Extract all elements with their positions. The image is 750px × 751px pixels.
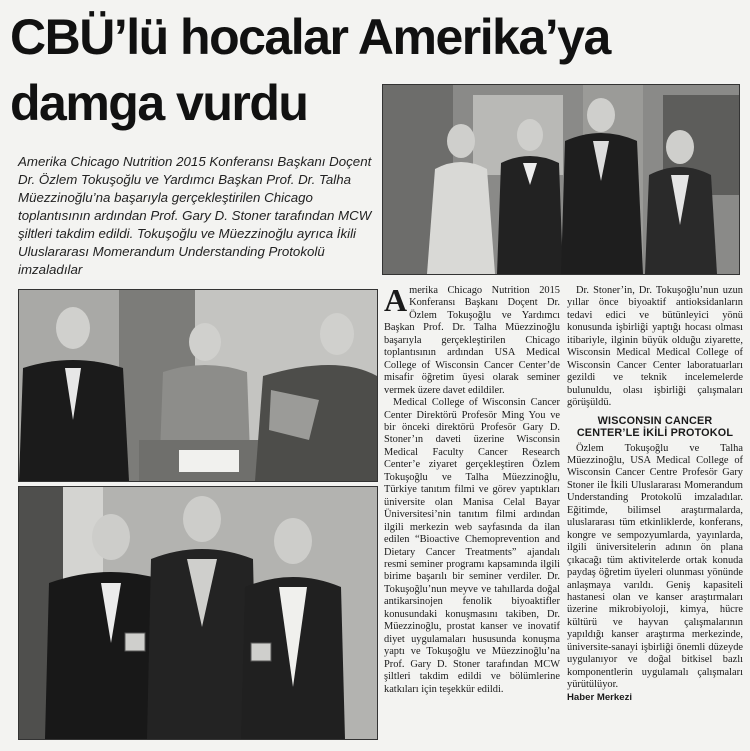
paragraph-intro-text: merika Chicago Nutrition 2015 Konferansı Başkanı Doçent Dr. Özlem Tokuşoğlu ve Yardımcı Başkan Prof. Dr. Talha Müezzinoğlu başarıyla gerçekleştirilen Chicago toplantısının ardından USA Medical College of Wisconsin Cancer Center’de misafir öğretim üyesi olarak seminer vermek üzere davet edildiler. <box>384 285 560 396</box>
section-subhead: WISCONSIN CANCER CENTER’LE İKİLİ PROTOKOL <box>576 414 734 440</box>
drop-cap: A <box>384 282 408 318</box>
paragraph-seminar: Medical College of Wisconsin Cancer Center Direktörü Profesör Ming You ve bir önceki direktörü Profesör Gary D. Stoner’ın daveti üzerine Wisconsin Medical Faculty Cancer Research Center’e ziyaret gerçekleştiren Özlem Tokuşoğlu ve Talha Müezzinoğlu, Türkiye tanıtım filmi ve görev yaptıkları üniversite olan Manisa Celal Bayar Üniversitesi’nin tanıtım filmi ardından ilgili merkezin web sayfasında da ilan edilen “Bioactive Chemoprevention and Dietary Cancer Treatments” ajandalı resmi seminer programı kapsamında ilgili birime başarılı bir seminer verdiler. Dr. Tokuşoğlu’nun meyve ve tahıllarda doğal antikarsinojen fenolik biyoaktifler konusundaki konuşmasını takiben, Dr. Müezzinoğlu, prostat kanser ve inovatif diyet uygulamaları hususunda konuşma yaptı ve Tokuşoğlu ve Müezzinoğlu’na Prof. Gary D. Stoner tarafından MCW şiltleri takdim edildi ve bölümlerine katkıları için teşekkür edildi. <box>384 397 560 695</box>
photo-lab-group <box>382 84 740 275</box>
article-column-2 <box>567 285 743 704</box>
article-column-1 <box>384 282 560 696</box>
byline: Haber Merkezi <box>567 691 633 703</box>
photo-plaques <box>18 486 378 740</box>
headline-line-1: CBÜ’lü hocalar Amerika’ya <box>10 9 610 65</box>
photo-signing <box>18 289 378 482</box>
paragraph-intro <box>384 282 560 397</box>
paragraph-visit: Dr. Stoner’in, Dr. Tokuşoğlu’nun uzun yıllar önce biyoaktif antioksidanların tedavi edici ve bütünleyici yönü konusunda işbirliği yaptığı hocası olması itibariyle, ilginin büyük olduğu ziyarette, Wisconsin Medical Medical College of Wisconsin Cancer Center laboratuarları gezildi ve teknik incelemelerde bulunuldu, olası işbirliği çalışmaları görüşüldü. <box>567 285 743 409</box>
lede-paragraph: Amerika Chicago Nutrition 2015 Konferansı Başkanı Doçent Dr. Özlem Tokuşoğlu ve Yardımcı Başkan Prof. Dr. Talha Müezzinoğlu’na başarıyla gerçekleştirilen Chicago toplantısının ardından Prof. Gary D. Stoner tarafından MCW şiltleri takdim edildi. Tokuşoğlu ve Müezzinoğlu ayrıca İkili Uluslararası Momerandum Understanding Protokolü imzaladılar <box>18 154 372 277</box>
headline-line-2: damga vurdu <box>10 75 308 131</box>
paragraph-protocol: Özlem Tokuşoğlu ve Talha Müezzinoğlu, USA Medical College of Wisconsin Cancer Centre Profesör Gary Stoner ile İkili Uluslararası Momerandum Understanding Protokolü imzaladılar. Eğitimde, bilimsel araştırmalarda, uluslararası tüm etkinliklerde, konferans, kongre ve sempozyumlarda, yayınlarda, ilgili üniversitelerin adının ön plana çıkacağı tüm aktivitelerde ortak konuda paydaş öğretim üyeleri olunması yönünde anlaşmaya varıldı. Geniş kapasiteli hastanesi olan ve kanser araştırmaları üzerine mikrobiyoloji, kimya, hücre kültürü ve hayvan çalışmalarının yapıldığı kanser araştırma merkezinde, üniversite-sanayi işbirliği önemli düzeyde uygulanıyor ve doğal bitkisel bazlı komponentlerin uygulamalı çalışmaları yürütülüyor. <box>567 442 743 691</box>
